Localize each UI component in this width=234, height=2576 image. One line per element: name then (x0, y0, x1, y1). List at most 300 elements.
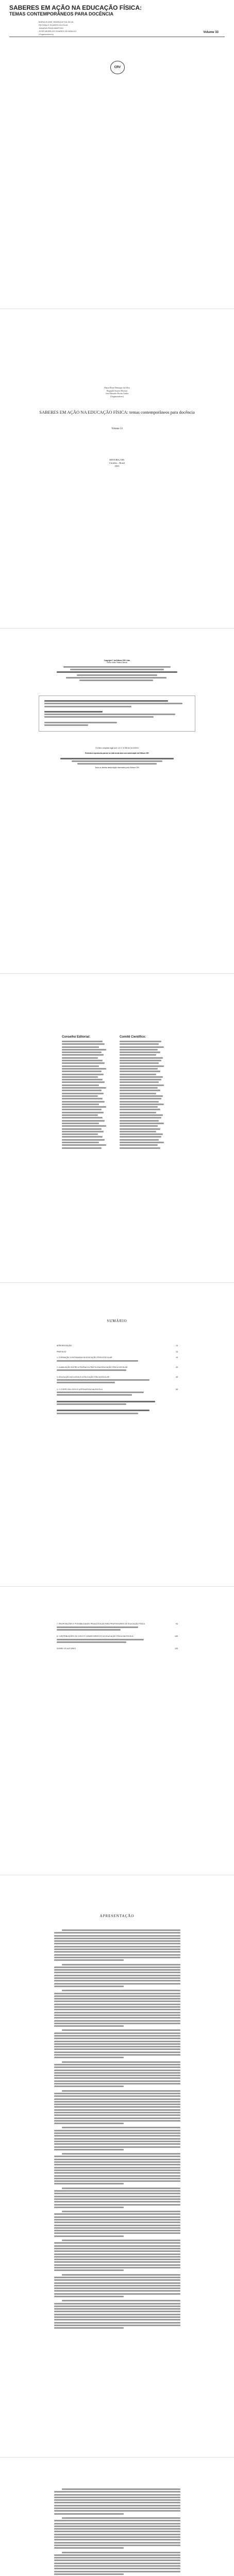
paragraph-line (54, 2077, 180, 2079)
text-line (120, 1123, 164, 1124)
paragraph-line (54, 1957, 180, 1958)
paragraph-line (54, 2250, 180, 2252)
paragraph-line (54, 2035, 180, 2037)
organizer-role: (Organizadores) (110, 395, 124, 398)
text-line (62, 1062, 105, 1064)
legal-notice (23, 747, 211, 769)
paragraph-line (54, 1967, 180, 1968)
text-line (120, 1041, 161, 1042)
paragraph-line (62, 2029, 180, 2031)
text-line (62, 1147, 102, 1149)
paragraph-line (54, 2193, 180, 2194)
toc-entry[interactable] (57, 1401, 178, 1406)
paragraph-line (62, 2240, 180, 2241)
paragraph-line (54, 2120, 180, 2122)
text-line (120, 1136, 161, 1138)
paragraph-line (54, 2072, 180, 2074)
address-block (60, 758, 174, 765)
paragraph-line (54, 1972, 180, 1973)
text-line (120, 1093, 156, 1094)
paragraph-line (62, 2274, 180, 2276)
paragraph-line (54, 2170, 180, 2171)
paragraph-line (54, 2109, 180, 2111)
text-line (120, 1114, 163, 1116)
text-line (62, 1087, 106, 1089)
text-line (62, 1139, 105, 1141)
text-line (62, 1120, 105, 1122)
text-line (62, 1142, 99, 1143)
paragraph-line (54, 2497, 180, 2498)
paragraph-line (54, 1975, 180, 1976)
paragraph-line (54, 2213, 180, 2215)
paragraph-line (54, 1977, 180, 1979)
title-page (0, 309, 234, 629)
paragraph-line (62, 2090, 180, 2092)
toc-entry[interactable]: 7. PROPOSIÇÕES E POSSIBILIDADES PEDAGÓGICAS PARA PROFESSORES DE EDUCAÇÃO FÍSICA 93 (57, 1623, 178, 1632)
paragraph-line (54, 2143, 180, 2145)
paragraph-line (54, 2070, 180, 2071)
copyright-page (0, 629, 234, 974)
paragraph-line (62, 2211, 180, 2212)
paragraph-line (62, 1964, 180, 1965)
paragraph-line (54, 1998, 180, 1999)
paragraph-line (54, 2261, 180, 2263)
paragraph-line (54, 2235, 124, 2237)
text-line (62, 1114, 98, 1116)
paragraph-line (54, 2308, 180, 2310)
text-line (120, 1043, 159, 1045)
cover-subtitle: TEMAS CONTEMPORÂNEOS PARA DOCÊNCIA (9, 11, 114, 16)
text-line (120, 1125, 158, 1127)
paragraph-line (54, 2269, 124, 2271)
paragraph-line (54, 2259, 180, 2260)
text-line (62, 1071, 102, 1072)
paragraph-line (54, 2267, 180, 2268)
paragraph-line (54, 2316, 180, 2318)
title-page-organizers (0, 386, 234, 398)
paragraph-line (54, 2025, 124, 2027)
text-line (120, 1117, 161, 1118)
scientific-committee (120, 1036, 166, 1150)
paragraph-line (54, 2311, 180, 2312)
text-line (62, 1128, 102, 1130)
paragraph-line (54, 2227, 180, 2229)
text-line (120, 1109, 160, 1110)
paragraph-line (62, 1990, 180, 1991)
paragraph-line (54, 1938, 180, 1939)
paragraph-line (54, 2117, 180, 2119)
paragraph-line (62, 2153, 180, 2155)
text-line (62, 1123, 99, 1124)
text-line (120, 1104, 164, 1105)
paragraph-line (54, 2545, 180, 2546)
text-line (62, 1101, 105, 1103)
paragraph-line (54, 1980, 180, 1981)
text-line (120, 1133, 163, 1135)
text-line (62, 1090, 102, 1091)
sumario-title: SUMÁRIO (107, 1319, 127, 1323)
paragraph-line (54, 2114, 180, 2116)
paragraph-line (54, 2135, 180, 2137)
paragraph-line (54, 2279, 180, 2281)
paragraph-line (54, 2571, 180, 2572)
text-line (62, 1074, 104, 1075)
cover-author-role: (Organizadores) (39, 33, 54, 36)
text-line (120, 1098, 161, 1099)
cover-author: JANAÍNA PAIVA MARTINS (39, 27, 63, 29)
organizer-name: Jose Eduardo Rocha Cunha (105, 392, 129, 395)
publisher-logo-icon: CRV (110, 61, 125, 74)
paragraph-line (54, 2006, 180, 2008)
paragraph-line (54, 2164, 180, 2165)
paragraph-line (54, 2204, 180, 2206)
legal-deposit: Foi feito o depósito legal conf. Lei nº 10.994 de 14/12/2004 (95, 747, 139, 749)
editorial-board-title: Conselho Editorial: (62, 1036, 91, 1039)
paragraph-line (54, 2014, 180, 2016)
text-line (120, 1046, 164, 1048)
text-line (62, 1131, 104, 1132)
paragraph-line (54, 2207, 124, 2208)
credits-text (50, 666, 184, 681)
text-line (62, 1125, 106, 1127)
text-line (120, 1049, 158, 1050)
toc-entry[interactable]: 4. O CORPO EM JOGO E A PEDAGOGIA NA ESCOLA 59 (57, 1388, 178, 1397)
paragraph-line (62, 2061, 180, 2063)
text-line (62, 1041, 103, 1042)
organizer-name: Reginald Soares Moreira (107, 389, 127, 392)
paragraph-line (62, 2517, 180, 2519)
paragraph-line (54, 2277, 180, 2278)
paragraph-line (54, 2534, 180, 2535)
paragraph-line (54, 2075, 180, 2076)
paragraph-line (54, 2507, 180, 2509)
paragraph-line (54, 2161, 180, 2163)
paragraph-line (54, 1948, 180, 1950)
paragraph-line (62, 2488, 180, 2490)
paragraph-line (54, 1935, 180, 1937)
title-page-title: SABERES EM AÇÃO NA EDUCAÇÃO FÍSICA: temas contemporâneos para docência (39, 410, 195, 415)
text-line (120, 1062, 159, 1064)
paragraph-line (54, 2041, 180, 2042)
paragraph-line (54, 1986, 124, 1987)
text-line (120, 1131, 156, 1132)
paragraph-line (54, 2513, 124, 2515)
paragraph-line (54, 2104, 180, 2105)
paragraph-line (54, 2303, 180, 2304)
paragraph-line (54, 2219, 180, 2221)
paragraph-line (54, 2020, 180, 2022)
paragraph-line (54, 2528, 180, 2530)
paragraph-line (54, 2306, 180, 2307)
cover-author: MARIA ELENE HENRIQUE DA SILVA (39, 21, 74, 23)
paragraph-line (54, 2290, 180, 2292)
paragraph-line (62, 2552, 180, 2553)
apresentacao-page (0, 1875, 234, 2458)
toc-entry[interactable]: 2. A AVALIAÇÃO ENTRE A TEORIA E A PRÁTICA NA EDUCAÇÃO FÍSICA ESCOLAR 33 (57, 1366, 178, 1372)
paragraph-line (54, 2293, 180, 2295)
paragraph-line (54, 2180, 180, 2182)
paragraph-line (54, 2066, 180, 2068)
paragraph-line (54, 2230, 180, 2231)
paragraph-line (54, 2282, 180, 2284)
toc-entry[interactable]: PREFÁCIO 15 (57, 1350, 178, 1353)
paragraph-line (54, 2520, 180, 2521)
paragraph-line (54, 2201, 180, 2202)
paragraph-line (54, 2138, 180, 2140)
copyright-header (23, 659, 211, 683)
paragraph-line (54, 2222, 180, 2223)
paragraph-line (54, 1959, 124, 1961)
paragraph-line (54, 2505, 180, 2506)
paragraph-line (54, 2547, 124, 2549)
paragraph-line (54, 2557, 180, 2558)
text-line (62, 1052, 102, 1053)
text-line (120, 1068, 158, 1070)
text-line (120, 1095, 163, 1097)
text-line (62, 1144, 106, 1146)
paragraph-line (54, 2183, 124, 2184)
scientific-committee-title: Comitê Científico: (120, 1036, 146, 1039)
text-line (62, 1043, 105, 1045)
paragraph-line (54, 2248, 180, 2249)
paragraph-line (62, 1929, 180, 1931)
reproduction-notice: Proibida a reprodução parcial ou total desta obra sem autorização da Editora CRV (85, 752, 149, 755)
paragraph-line (54, 2554, 180, 2556)
text-line (62, 1117, 103, 1118)
paragraph-line (54, 2542, 180, 2544)
apresentacao-body (54, 1929, 180, 2332)
cover-page (0, 0, 234, 309)
text-line (120, 1101, 159, 1103)
paragraph-line (54, 2494, 180, 2496)
paragraph-line (54, 1943, 180, 1944)
paragraph-line (54, 2080, 180, 2082)
text-line (62, 1046, 99, 1048)
paragraph-line (54, 1995, 180, 1997)
sumario-continued-page (0, 1587, 234, 1875)
paragraph-line (54, 2563, 180, 2564)
paragraph-line (54, 1993, 180, 1994)
paragraph-line (54, 2510, 180, 2512)
paragraph-line (54, 2057, 124, 2058)
paragraph-line (54, 2167, 180, 2168)
publisher-city: Curitiba – Brasil (109, 462, 125, 464)
paragraph-line (54, 2086, 124, 2087)
paragraph-line (54, 2253, 180, 2255)
paragraph-line (54, 2491, 180, 2493)
table-of-contents-continued (57, 1623, 178, 1654)
paragraph-line (54, 1932, 180, 1934)
text-line (62, 1049, 106, 1050)
text-line (62, 1106, 106, 1108)
cover-main-title: SABERES EM AÇÃO NA EDUCAÇÃO FÍSICA: (9, 4, 142, 11)
paragraph-line (54, 2156, 180, 2157)
paragraph-line (54, 2565, 180, 2567)
text-line (62, 1065, 99, 1067)
paragraph-line (54, 2130, 180, 2131)
paragraph-line (54, 2314, 180, 2315)
toc-entry[interactable]: 3. EDUCAÇÃO INCLUSIVA E A EDUCAÇÃO FÍSICA ESCOLAR 45 (57, 1376, 178, 1385)
text-line (62, 1054, 104, 1056)
text-line (62, 1109, 102, 1110)
paragraph-line (54, 2149, 124, 2150)
text-line (62, 1095, 98, 1097)
publisher-name: EDITORA CRV (109, 459, 125, 461)
publisher-year: 2023 (114, 465, 120, 467)
paragraph-line (54, 2132, 180, 2134)
text-line (120, 1071, 160, 1072)
title-page-publisher (0, 459, 234, 468)
paragraph-line (54, 1969, 180, 1971)
text-line (120, 1128, 160, 1130)
text-line (62, 1098, 103, 1099)
paragraph-line (54, 1946, 180, 1947)
toc-entry[interactable]: 1. FORMAÇÃO CONTINUADA EM EDUCAÇÃO FÍSICA ESCOLAR 19 (57, 1357, 178, 1363)
paragraph-line (54, 2106, 180, 2108)
paragraph-line (54, 2526, 180, 2527)
paragraph-line (54, 2098, 180, 2100)
paragraph-line (54, 2531, 180, 2532)
toc-entry[interactable] (57, 1410, 178, 1415)
text-line (120, 1065, 164, 1067)
paragraph-line (54, 2001, 180, 2002)
paragraph-line (54, 2009, 180, 2010)
paragraph-line (54, 2502, 180, 2503)
paragraph-line (54, 2196, 180, 2197)
apresentacao-body-continued (54, 2488, 180, 2576)
apresentacao-title: APRESENTAÇÃO (99, 1914, 135, 1918)
toc-entry[interactable]: APRESENTAÇÃO 13 (57, 1345, 178, 1347)
paragraph-line (54, 2048, 180, 2050)
paragraph-line (54, 2499, 180, 2501)
paragraph-line (54, 2083, 180, 2084)
text-line (120, 1054, 156, 1056)
toc-entry[interactable]: SOBRE OS AUTORES 125 (57, 1648, 178, 1650)
text-line (62, 1081, 105, 1083)
paragraph-line (54, 2023, 180, 2024)
paragraph-line (54, 1940, 180, 1942)
paragraph-line (54, 2198, 180, 2200)
paragraph-line (62, 2188, 180, 2189)
paragraph-line (54, 2319, 180, 2320)
paragraph-line (54, 2560, 180, 2561)
paragraph-line (54, 2012, 180, 2013)
text-line (120, 1106, 158, 1108)
cover-author: JOSÉ MEIRELES SOARES DE ARAÚJO (39, 30, 77, 32)
text-line (62, 1079, 103, 1080)
paragraph-line (54, 2256, 180, 2258)
paragraph-line (54, 2175, 180, 2177)
text-line (62, 1076, 98, 1078)
rights-reserved: Todos os direitos desta edição reservados pela: Editora CRV (95, 767, 139, 769)
paragraph-line (54, 2285, 180, 2286)
text-line (62, 1093, 104, 1094)
paragraph-line (54, 2573, 124, 2575)
paragraph-line (54, 2568, 180, 2569)
paragraph-line (54, 2327, 124, 2329)
toc-entry[interactable]: 8. CONTRIBUIÇÕES DO JOGO E CONHECIMENTOS DA EDUCAÇÃO FÍSICA NA ESCOLA 109 (57, 1635, 178, 1644)
text-line (120, 1074, 156, 1075)
paragraph-line (54, 2017, 180, 2019)
paragraph-line (54, 2064, 180, 2065)
paragraph-line (54, 2146, 180, 2148)
paragraph-line (54, 2287, 180, 2289)
apresentacao-continued-page (0, 2458, 234, 2576)
paragraph-line (54, 2004, 180, 2005)
paragraph-line (54, 2539, 180, 2540)
paragraph-line (54, 2523, 180, 2524)
paragraph-line (54, 2178, 180, 2179)
text-line (120, 1147, 160, 1149)
text-line (120, 1057, 163, 1059)
paragraph-line (54, 2172, 180, 2174)
paragraph-line (54, 2101, 180, 2103)
copyright-line: Copyright © da Editora CRV Ltda. (104, 659, 130, 662)
sumario-page (0, 1283, 234, 1587)
paragraph-line (54, 2216, 180, 2218)
paragraph-line (54, 2112, 180, 2113)
text-line (120, 1090, 160, 1091)
text-line (62, 1068, 106, 1070)
paragraph-line (54, 2052, 180, 2053)
text-line (62, 1060, 103, 1061)
paragraph-line (54, 2043, 180, 2045)
paragraph-line (62, 2127, 180, 2128)
text-line (62, 1133, 98, 1135)
text-line (62, 1084, 99, 1086)
paragraph-line (54, 2054, 180, 2056)
paragraph-line (54, 2095, 180, 2097)
paragraph-line (54, 2046, 180, 2047)
table-of-contents (57, 1345, 178, 1419)
paragraph-line (54, 2536, 180, 2538)
editor-line: Editor-chefe: Railson Moura (107, 662, 127, 664)
paragraph-line (54, 2123, 124, 2124)
paragraph-line (54, 2038, 180, 2039)
text-line (120, 1087, 158, 1089)
councils-page (0, 974, 234, 1283)
paragraph-line (54, 2232, 180, 2234)
paragraph-line (54, 2242, 180, 2244)
text-line (120, 1120, 159, 1122)
text-line (120, 1052, 160, 1053)
cover-author: REGINALD SOARES DA SILVA (39, 24, 68, 26)
cover-title (9, 4, 164, 17)
editorial-board (62, 1036, 108, 1150)
paragraph-line (54, 2093, 180, 2094)
paragraph-line (54, 2190, 180, 2192)
text-line (120, 1060, 161, 1061)
paragraph-line (54, 2141, 180, 2142)
paragraph-line (54, 2325, 180, 2326)
cataloging-card (39, 696, 195, 732)
paragraph-line (54, 2225, 180, 2226)
text-line (120, 1076, 163, 1078)
title-page-volume: Volume 33 (111, 428, 123, 430)
text-line (62, 1112, 104, 1113)
text-line (62, 1057, 98, 1059)
paragraph-line (54, 1951, 180, 1953)
paragraph-line (54, 2322, 180, 2324)
text-line (62, 1104, 99, 1105)
paragraph-line (62, 2300, 180, 2301)
cover-authors (39, 21, 131, 36)
paragraph-line (54, 2032, 180, 2034)
paragraph-line (54, 2159, 180, 2160)
text-line (120, 1139, 159, 1141)
paragraph-line (54, 1983, 180, 1985)
organizer-name: Maria Elene Henrique da Silva (104, 386, 130, 389)
